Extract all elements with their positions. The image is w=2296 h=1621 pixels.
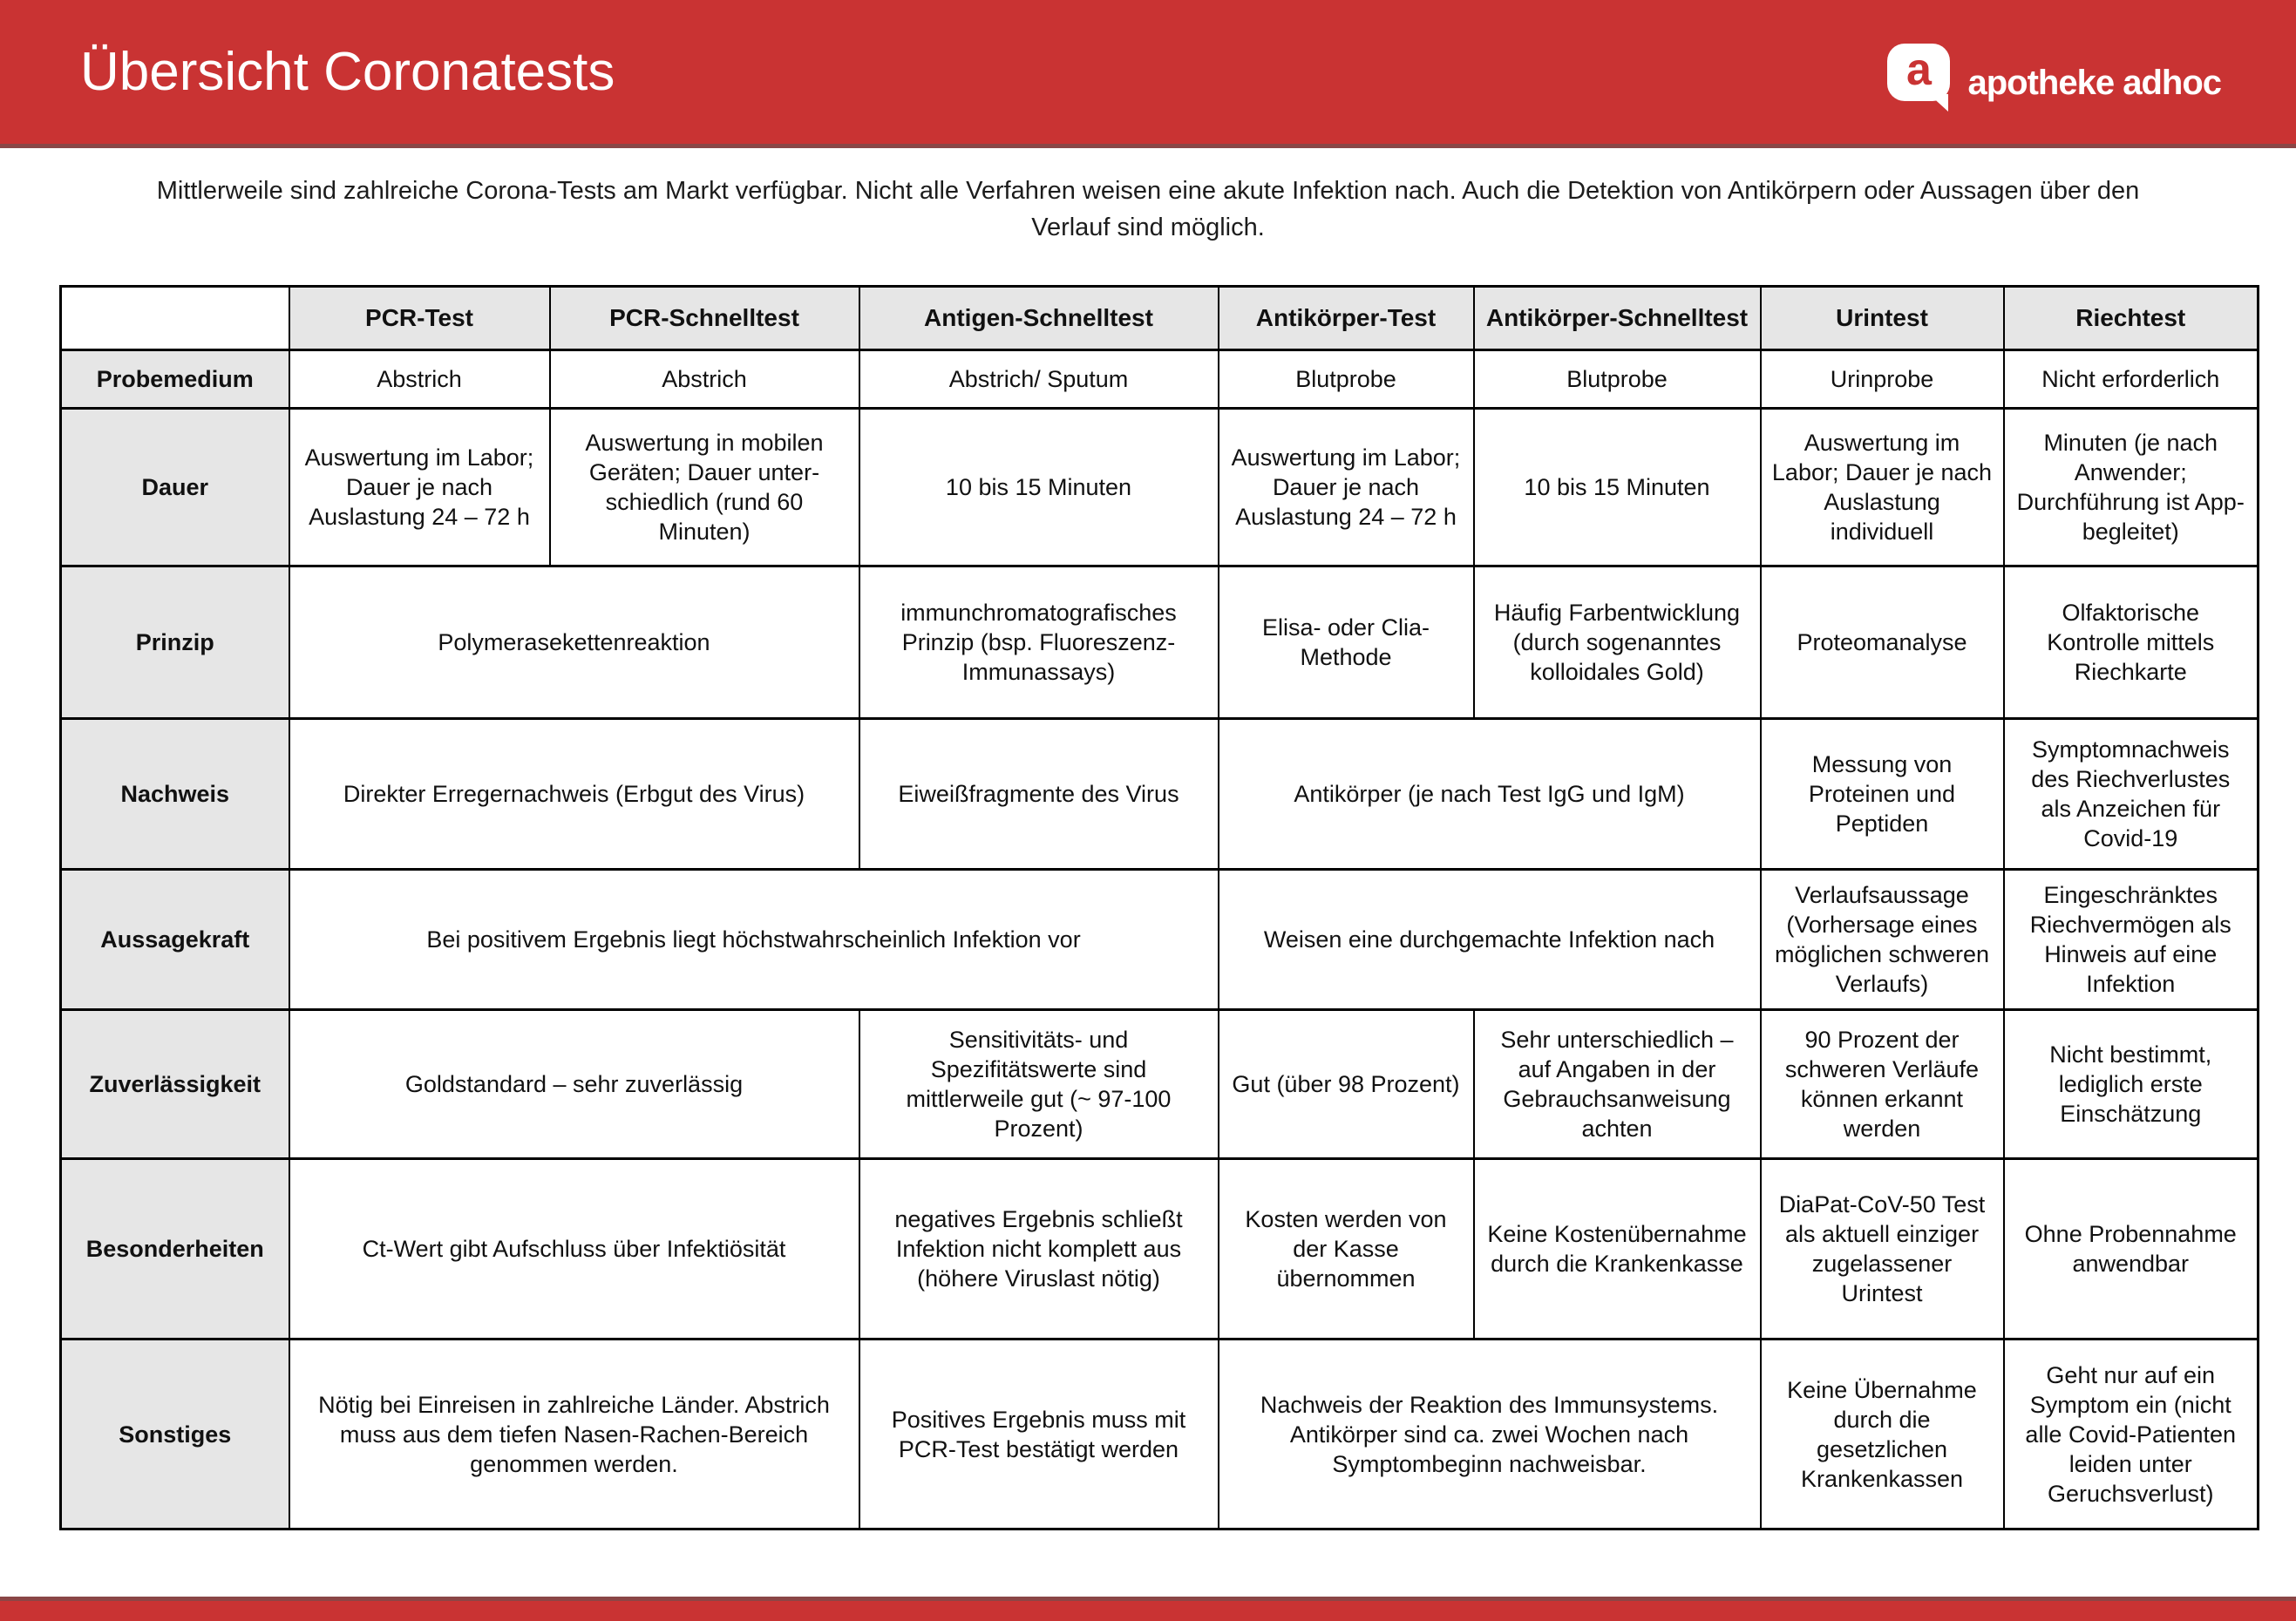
table-cell: Auswertung im Labor; Dauer je nach Auslastung individuell xyxy=(1761,409,2004,566)
table-cell: DiaPat-CoV-50 Test als aktuell einziger zugelassener Urintest xyxy=(1761,1159,2004,1340)
table-cell: Direkter Erregernachweis (Erbgut des Virus) xyxy=(289,719,859,870)
table-cell: Symptomnachweis des Riechverlustes als Anzeichen für Covid-19 xyxy=(2004,719,2259,870)
table-wrapper xyxy=(59,285,2259,1530)
table-cell: Geht nur auf ein Symptom ein (nicht alle Covid-Patienten leiden unter Geruchsverlust) xyxy=(2004,1340,2259,1529)
table-cell: Nicht erforderlich xyxy=(2004,350,2259,409)
table-row xyxy=(61,1159,2259,1340)
table-cell: Blutprobe xyxy=(1474,350,1761,409)
coronatests-table xyxy=(59,285,2259,1530)
corner-cell xyxy=(61,287,289,350)
row-header-prinzip: Prinzip xyxy=(61,566,289,719)
table-cell: negatives Ergebnis schließt Infektion nicht komplett aus (höhere Viruslast nötig) xyxy=(859,1159,1219,1340)
table-cell: Kosten werden von der Kasse übernommen xyxy=(1219,1159,1474,1340)
col-header-pcr-schnelltest: PCR-Schnelltest xyxy=(550,287,859,350)
intro-text: Mittlerweile sind zahlreiche Corona-Tests am Markt verfügbar. Nicht alle Verfahren weisen eine akute Infektion nach. Auch die Detektion von Antikörpern oder Aussagen über den Verlauf sind möglich. xyxy=(156,177,2140,241)
table-cell: Keine Kostenübernahme durch die Krankenkasse xyxy=(1474,1159,1761,1340)
table-cell: Abstrich/ Sputum xyxy=(859,350,1219,409)
table-cell: Häufig Farbentwicklung (durch sogenanntes kolloidales Gold) xyxy=(1474,566,1761,719)
col-header-riechtest: Riechtest xyxy=(2004,287,2259,350)
logo-letter: a xyxy=(1906,44,1932,95)
col-header-pcr-test: PCR-Test xyxy=(289,287,550,350)
table-cell: Abstrich xyxy=(289,350,550,409)
table-cell: Polymerasekettenreaktion xyxy=(289,566,859,719)
brand-name: apotheke adhoc xyxy=(1967,64,2221,102)
table-cell: Auswertung im Labor; Dauer je nach Auslastung 24 – 72 h xyxy=(289,409,550,566)
table-cell: Sehr unterschiedlich – auf Angaben in der Gebrauchsanweisung achten xyxy=(1474,1010,1761,1159)
table-cell: Eiweißfragmente des Virus xyxy=(859,719,1219,870)
table-cell: Auswertung im Labor; Dauer je nach Auslastung 24 – 72 h xyxy=(1219,409,1474,566)
table-cell: Antikörper (je nach Test IgG und IgM) xyxy=(1219,719,1761,870)
table-cell: Abstrich xyxy=(550,350,859,409)
row-header-probemedium: Probemedium xyxy=(61,350,289,409)
row-header-aussagekraft: Aussagekraft xyxy=(61,870,289,1010)
table-cell: Keine Übernahme durch die gesetzlichen Krankenkassen xyxy=(1761,1340,2004,1529)
table-cell: Elisa- oder Clia-Methode xyxy=(1219,566,1474,719)
row-header-besonderheiten: Besonderheiten xyxy=(61,1159,289,1340)
table-cell: Proteomanalyse xyxy=(1761,566,2004,719)
footer-bar xyxy=(0,1601,2296,1621)
col-header-antikoerper-schnelltest: Antikörper-Schnelltest xyxy=(1474,287,1761,350)
table-cell: Goldstandard – sehr zuverlässig xyxy=(289,1010,859,1159)
col-header-antigen-schnelltest: Antigen-Schnelltest xyxy=(859,287,1219,350)
table-cell: Messung von Proteinen und Peptiden xyxy=(1761,719,2004,870)
table-cell: Auswertung in mobilen Geräten; Dauer unter-schiedlich (rund 60 Minuten) xyxy=(550,409,859,566)
table-cell: Weisen eine durchgemachte Infektion nach xyxy=(1219,870,1761,1010)
banner-divider xyxy=(0,144,2296,148)
table-row xyxy=(61,1010,2259,1159)
brand-logo xyxy=(1887,0,2221,144)
header-row xyxy=(61,287,2259,350)
table-cell: Eingeschränktes Riechvermögen als Hinweis auf eine Infektion xyxy=(2004,870,2259,1010)
table-cell: Minuten (je nach Anwender; Durchführung ist App-begleitet) xyxy=(2004,409,2259,566)
table-row xyxy=(61,870,2259,1010)
table-cell: Urinprobe xyxy=(1761,350,2004,409)
table-cell: 10 bis 15 Minuten xyxy=(859,409,1219,566)
table-row xyxy=(61,409,2259,566)
table-cell: 90 Prozent der schweren Verläufe können erkannt werden xyxy=(1761,1010,2004,1159)
row-header-sonstiges: Sonstiges xyxy=(61,1340,289,1529)
table-cell: Olfaktorische Kontrolle mittels Riechkarte xyxy=(2004,566,2259,719)
table-cell: Positives Ergebnis muss mit PCR-Test bestätigt werden xyxy=(859,1340,1219,1529)
table-row xyxy=(61,719,2259,870)
col-header-urintest: Urintest xyxy=(1761,287,2004,350)
table-row xyxy=(61,350,2259,409)
col-header-antikoerper-test: Antikörper-Test xyxy=(1219,287,1474,350)
table-cell: Ct-Wert gibt Aufschluss über Infektiösität xyxy=(289,1159,859,1340)
top-banner xyxy=(0,0,2296,144)
row-header-nachweis: Nachweis xyxy=(61,719,289,870)
row-header-dauer: Dauer xyxy=(61,409,289,566)
table-cell: Blutprobe xyxy=(1219,350,1474,409)
table-row xyxy=(61,566,2259,719)
row-header-zuverlaessigkeit: Zuverlässigkeit xyxy=(61,1010,289,1159)
table-cell: Nachweis der Reaktion des Immunsystems. Antikörper sind ca. zwei Wochen nach Symptombeginn nachweisbar. xyxy=(1219,1340,1761,1529)
table-cell: Gut (über 98 Prozent) xyxy=(1219,1010,1474,1159)
intro-section xyxy=(0,173,2296,246)
table-cell: immunchromatografisches Prinzip (bsp. Fluoreszenz-Immunassays) xyxy=(859,566,1219,719)
speech-bubble-icon xyxy=(1887,44,1950,101)
table-cell: Nicht bestimmt, lediglich erste Einschätzung xyxy=(2004,1010,2259,1159)
page-title: Übersicht Coronatests xyxy=(80,42,615,102)
table-cell: 10 bis 15 Minuten xyxy=(1474,409,1761,566)
table-cell: Ohne Probennahme anwendbar xyxy=(2004,1159,2259,1340)
table-cell: Nötig bei Einreisen in zahlreiche Länder. Abstrich muss aus dem tiefen Nasen-Rachen-Bereich genommen werden. xyxy=(289,1340,859,1529)
table-cell: Verlaufsaussage (Vorhersage eines möglichen schweren Verlaufs) xyxy=(1761,870,2004,1010)
table-cell: Bei positivem Ergebnis liegt höchstwahrscheinlich Infektion vor xyxy=(289,870,1219,1010)
table-row xyxy=(61,1340,2259,1529)
table-cell: Sensitivitäts- und Spezifitätswerte sind mittlerweile gut (~ 97-100 Prozent) xyxy=(859,1010,1219,1159)
